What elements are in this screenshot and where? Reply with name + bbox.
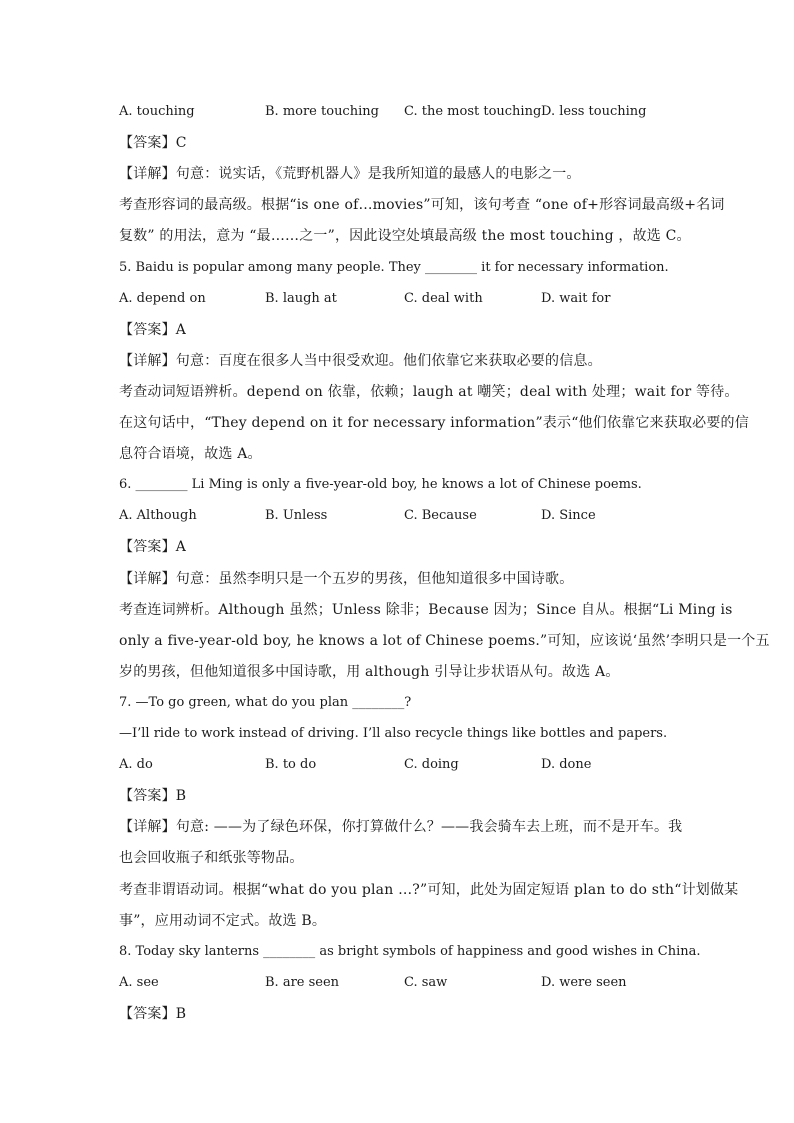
question-stem: 8. Today sky lanterns ________ as bright symbols of happiness and good wishes in China. [119, 944, 701, 959]
explanation-line: 考查连词辨析。Although 虽然；Unless 除非；Because 因为；Since 自从。根据“Li Ming is [119, 602, 733, 618]
explanation-line: 在这句话中，“They depend on it for necessary information”表示“他们依靠它来获取必要的信 [119, 415, 749, 431]
option-b: B. laugh at [265, 291, 337, 306]
explanation-line: 考查动词短语辨析。depend on 依靠，依赖；laugh at 嘲笑；deal with 处理；wait for 等待。 [119, 384, 739, 400]
option-a: A. see [119, 975, 159, 990]
explanation-line: 考查形容词的最高级。根据“is one of…movies”可知，该句考查 “one of+形容词最高级+名词 [119, 197, 725, 213]
answer-key: 【答案】B [119, 1006, 187, 1022]
option-d: D. were seen [541, 975, 627, 990]
option-d: D. less touching [541, 104, 647, 119]
option-d: D. Since [541, 508, 596, 523]
question-stem: 7. —To go green, what do you plan ________? [119, 695, 412, 710]
explanation-line: 也会回收瓶子和纸张等物品。 [119, 850, 304, 866]
explanation-heading: 【详解】句意：说实话，《荒野机器人》是我所知道的最感人的电影之一。 [119, 166, 581, 182]
question-stem: 6. ________ Li Ming is only a five-year-old boy, he knows a lot of Chinese poems. [119, 477, 642, 492]
explanation-line: 复数” 的用法，意为 “最……之一”，因此设空处填最高级 the most touching ，故选 C。 [119, 228, 691, 244]
option-b: B. more touching [265, 104, 379, 119]
explanation-heading: 【详解】句意: ——为了绿色环保，你打算做什么？——我会骑车去上班，而不是开车。我 [119, 819, 683, 835]
option-b: B. Unless [265, 508, 328, 523]
option-b: B. to do [265, 757, 317, 772]
explanation-heading: 【详解】句意：百度在很多人当中很受欢迎。他们依靠它来获取必要的信息。 [119, 353, 602, 369]
option-a: A. do [119, 757, 153, 772]
option-b: B. are seen [265, 975, 340, 990]
explanation-line: 息符合语境，故选 A。 [119, 446, 262, 462]
option-a: A. touching [119, 104, 195, 119]
answer-key: 【答案】C [119, 135, 187, 151]
option-c: C. deal with [404, 291, 483, 306]
option-c: C. saw [404, 975, 448, 990]
explanation-heading: 【详解】句意：虽然李明只是一个五岁的男孩，但他知道很多中国诗歌。 [119, 571, 574, 587]
option-d: D. wait for [541, 291, 611, 306]
explanation-line: 考查非谓语动词。根据“what do you plan …?”可知，此处为固定短语 plan to do sth“计划做某 [119, 882, 739, 898]
answer-key: 【答案】A [119, 322, 187, 338]
explanation-line: only a five-year-old boy, he knows a lot of Chinese poems.”可知，应该说‘虽然’李明只是一个五 [119, 633, 770, 649]
option-c: C. doing [404, 757, 459, 772]
option-c: C. Because [404, 508, 477, 523]
explanation-line: 事”，应用动词不定式。故选 B。 [119, 913, 327, 929]
dialogue-line: —I’ll ride to work instead of driving. I’ll also recycle things like bottles and papers. [119, 726, 668, 741]
explanation-line: 岁的男孩，但他知道很多中国诗歌，用 although 引导让步状语从句。故选 A。 [119, 664, 620, 680]
answer-key: 【答案】B [119, 788, 187, 804]
question-stem: 5. Baidu is popular among many people. They ________ it for necessary information. [119, 260, 669, 275]
option-a: A. Although [119, 508, 197, 523]
option-c: C. the most touching [404, 104, 542, 119]
answer-key: 【答案】A [119, 539, 187, 555]
option-a: A. depend on [119, 291, 206, 306]
option-d: D. done [541, 757, 592, 772]
